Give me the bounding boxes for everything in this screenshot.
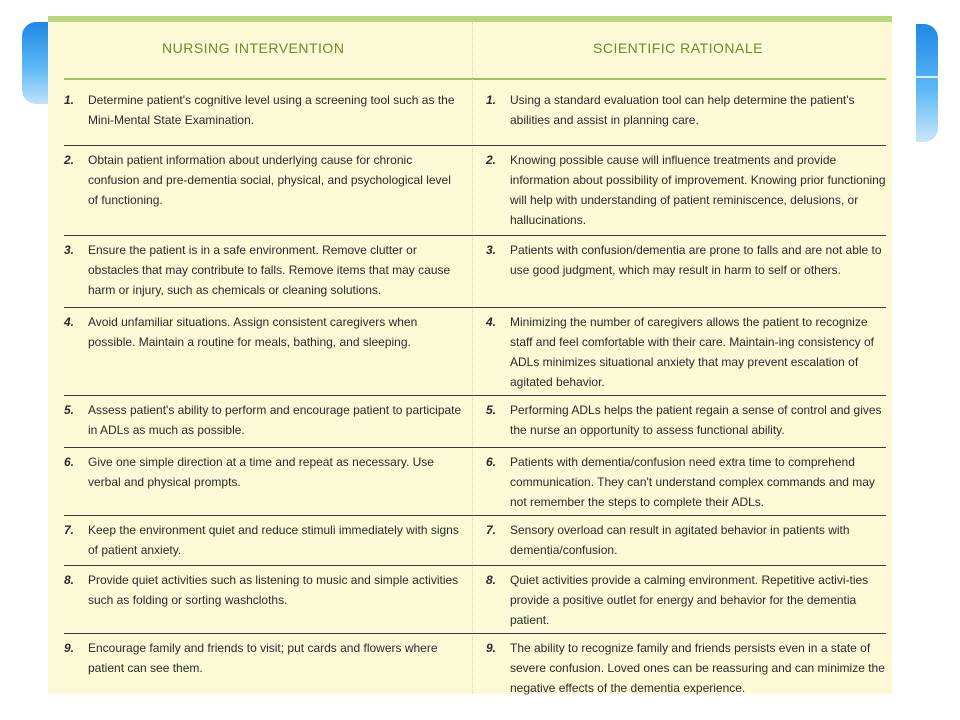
table-row [64,566,886,634]
row-number: 2. [486,153,497,167]
row-number: 1. [486,93,497,107]
intervention-text: Provide quiet activities such as listening to music and simple activities such as folding or sorting washcloths. [88,573,459,607]
row-number: 1. [64,93,75,107]
table-header-row [48,22,892,78]
intervention-cell [64,400,464,440]
rationale-cell [486,312,886,392]
header-nursing-intervention: NURSING INTERVENTION [162,40,345,56]
intervention-cell [64,150,464,210]
intervention-text: Avoid unfamiliar situations. Assign consistent caregivers when possible. Maintain a routine for meals, bathing, and sleeping. [88,315,418,349]
row-number: 7. [64,523,75,537]
row-number: 7. [486,523,497,537]
rationale-text: Knowing possible cause will influence treatments and provide information about possibility of improvement. Knowing prior functioning will help with understanding of patient reminiscence, delusions, or hallucinations. [510,153,886,227]
row-number: 5. [64,403,75,417]
rationale-cell [486,570,886,630]
row-number: 9. [64,641,75,655]
intervention-cell [64,240,464,300]
rationale-cell [486,150,886,230]
rationale-cell [486,240,886,280]
rationale-text: Using a standard evaluation tool can help determine the patient's abilities and assist in planning care. [510,93,855,127]
row-number: 8. [486,573,497,587]
rationale-text: The ability to recognize family and friends persists even in a state of severe confusion. Loved ones can be reassuring and can minimize the negative effects of the dementia experience. [510,641,885,695]
intervention-text: Obtain patient information about underlying cause for chronic confusion and pre-dementia social, physical, and psychological level of functioning. [88,153,451,207]
table-row [64,236,886,308]
table-row [64,634,886,694]
intervention-cell [64,520,464,560]
rationale-text: Patients with dementia/confusion need extra time to comprehend communication. They can't understand complex commands and may not remember the steps to complete their ADLs. [510,455,875,509]
row-number: 6. [486,455,497,469]
care-plan-table [48,16,892,694]
table-row [64,448,886,516]
intervention-cell [64,312,464,352]
intervention-text: Determine patient's cognitive level using a screening tool such as the Mini-Mental State Examination. [88,93,455,127]
rationale-cell [486,400,886,440]
table-row [64,308,886,396]
intervention-cell [64,638,464,678]
row-number: 9. [486,641,497,655]
table-row [64,86,886,146]
table-row [64,396,886,448]
header-scientific-rationale: SCIENTIFIC RATIONALE [593,40,763,56]
rationale-cell [486,452,886,512]
intervention-cell [64,90,464,130]
row-number: 6. [64,455,75,469]
intervention-text: Assess patient's ability to perform and encourage patient to participate in ADLs as much as possible. [88,403,462,437]
header-rule [64,78,886,80]
left-bracket-decoration [22,22,48,104]
row-number: 3. [64,243,75,257]
intervention-cell [64,570,464,610]
row-number: 4. [64,315,75,329]
rationale-text: Sensory overload can result in agitated behavior in patients with dementia/confusion. [510,523,850,557]
row-number: 8. [64,573,75,587]
intervention-text: Encourage family and friends to visit; put cards and flowers where patient can see them. [88,641,438,675]
table-row [64,516,886,566]
row-number: 2. [64,153,75,167]
row-number: 3. [486,243,497,257]
rationale-text: Minimizing the number of caregivers allows the patient to recognize staff and feel comfortable with their care. Maintain-ing consistency of ADLs minimizes situational anxiety that may prevent escalation of agitated behavior. [510,315,874,389]
intervention-text: Give one simple direction at a time and repeat as necessary. Use verbal and physical prompts. [88,455,434,489]
row-number: 4. [486,315,497,329]
rationale-text: Performing ADLs helps the patient regain a sense of control and gives the nurse an opportunity to assess functional ability. [510,403,882,437]
rationale-cell [486,638,886,698]
intervention-cell [64,452,464,492]
table-row [64,146,886,236]
rationale-text: Quiet activities provide a calming environment. Repetitive activi-ties provide a positive outlet for energy and behavior for the dementia patient. [510,573,869,627]
rationale-cell [486,90,886,130]
rationale-text: Patients with confusion/dementia are prone to falls and are not able to use good judgment, which may result in harm to self or others. [510,243,882,277]
right-bracket-decoration [916,24,938,142]
intervention-text: Keep the environment quiet and reduce stimuli immediately with signs of patient anxiety. [88,523,459,557]
row-number: 5. [486,403,497,417]
rationale-cell [486,520,886,560]
intervention-text: Ensure the patient is in a safe environment. Remove clutter or obstacles that may contribute to falls. Remove items that may cause harm or injury, such as chemicals or cleaning solutions. [88,243,451,297]
